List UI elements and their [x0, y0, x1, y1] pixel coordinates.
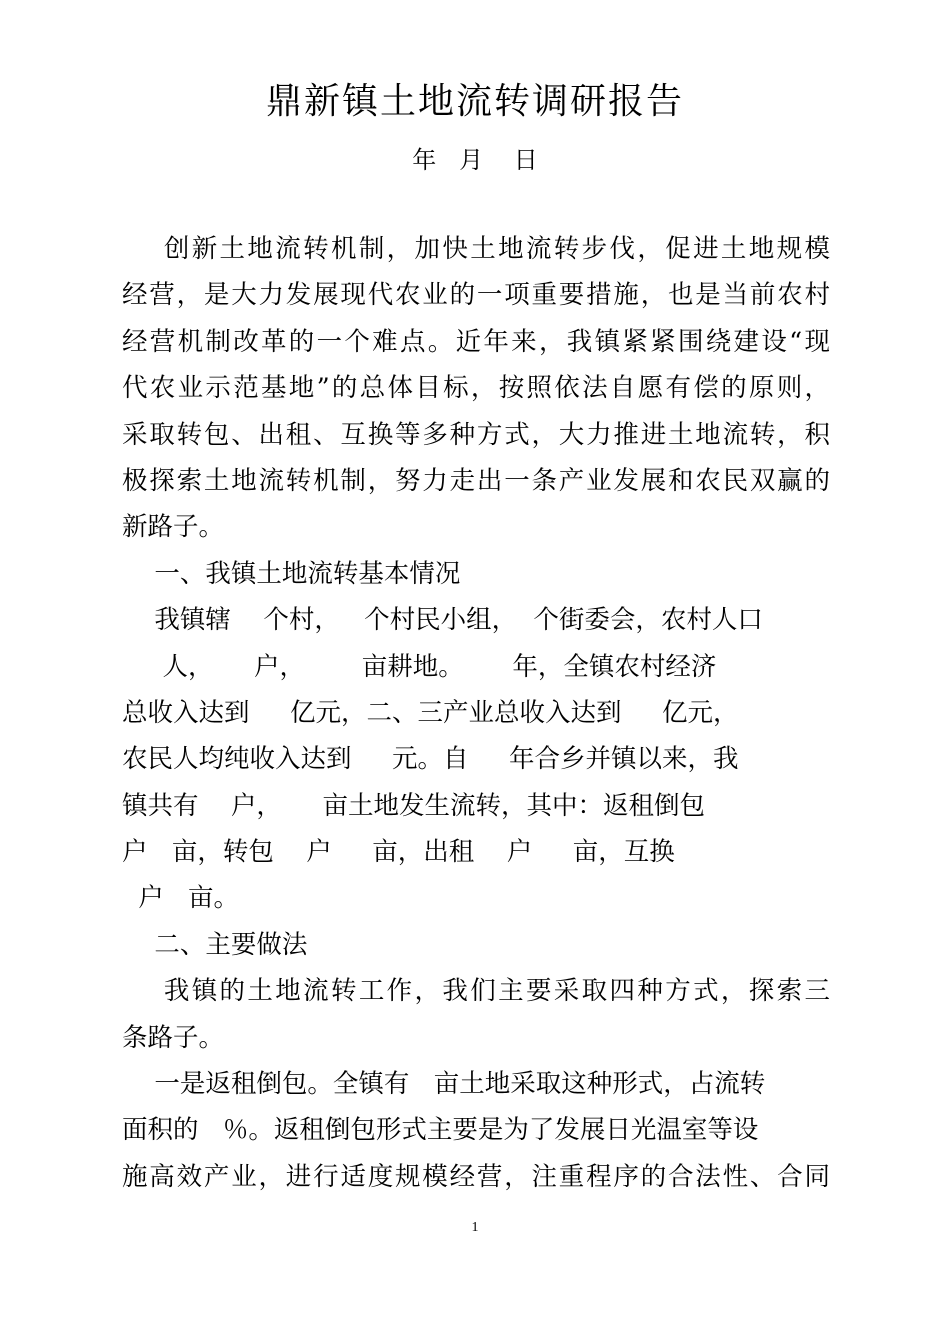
body-line: 户 亩。	[122, 883, 240, 914]
date-line: 年 月 日	[412, 146, 538, 174]
body-line: 经营机制改革的一个难点。近年来，我镇紧紧围绕建设“现	[122, 326, 830, 357]
body-line: 二、主要做法	[122, 929, 308, 960]
body-line: 新路子。	[122, 512, 225, 543]
body-line: 我镇辖 个村， 个村民小组， 个街委会，农村人口	[122, 605, 763, 636]
body-line: 一是返租倒包。全镇有 亩土地采取这种形式，占流转	[122, 1069, 766, 1100]
body-line: 人， 户， 亩耕地。 年，全镇农村经济	[122, 651, 717, 682]
body-line: 面积的 ％。返租倒包形式主要是为了发展日光温室等设	[122, 1115, 759, 1146]
body-line: 代农业示范基地”的总体目标，按照依法自愿有偿的原则，	[122, 373, 830, 404]
body-line: 条路子。	[122, 1022, 225, 1053]
body-line: 采取转包、出租、互换等多种方式，大力推进土地流转，积	[122, 419, 830, 450]
body-line: 户 亩，转包 户 亩，出租 户 亩，互换	[122, 837, 675, 868]
body-line: 农民人均纯收入达到 元。自 年合乡并镇以来，我	[122, 744, 739, 775]
document-body	[122, 226, 830, 1200]
body-line: 镇共有 户， 亩土地发生流转，其中：返租倒包	[122, 790, 705, 821]
body-line: 一、我镇土地流转基本情况	[122, 558, 461, 589]
body-line: 我镇的土地流转工作，我们主要采取四种方式，探索三	[122, 976, 830, 1007]
document-title: 鼎新镇土地流转调研报告	[265, 81, 684, 122]
body-line: 施高效产业，进行适度规模经营，注重程序的合法性、合同	[122, 1161, 830, 1192]
body-line: 极探索土地流转机制，努力走出一条产业发展和农民双赢的	[122, 465, 830, 496]
body-line: 总收入达到 亿元，二、三产业总收入达到 亿元，	[122, 697, 739, 728]
body-line: 创新土地流转机制，加快土地流转步伐，促进土地规模	[122, 234, 830, 264]
body-line: 经营，是大力发展现代农业的一项重要措施，也是当前农村	[122, 280, 830, 311]
page-number: 1	[471, 1220, 479, 1235]
